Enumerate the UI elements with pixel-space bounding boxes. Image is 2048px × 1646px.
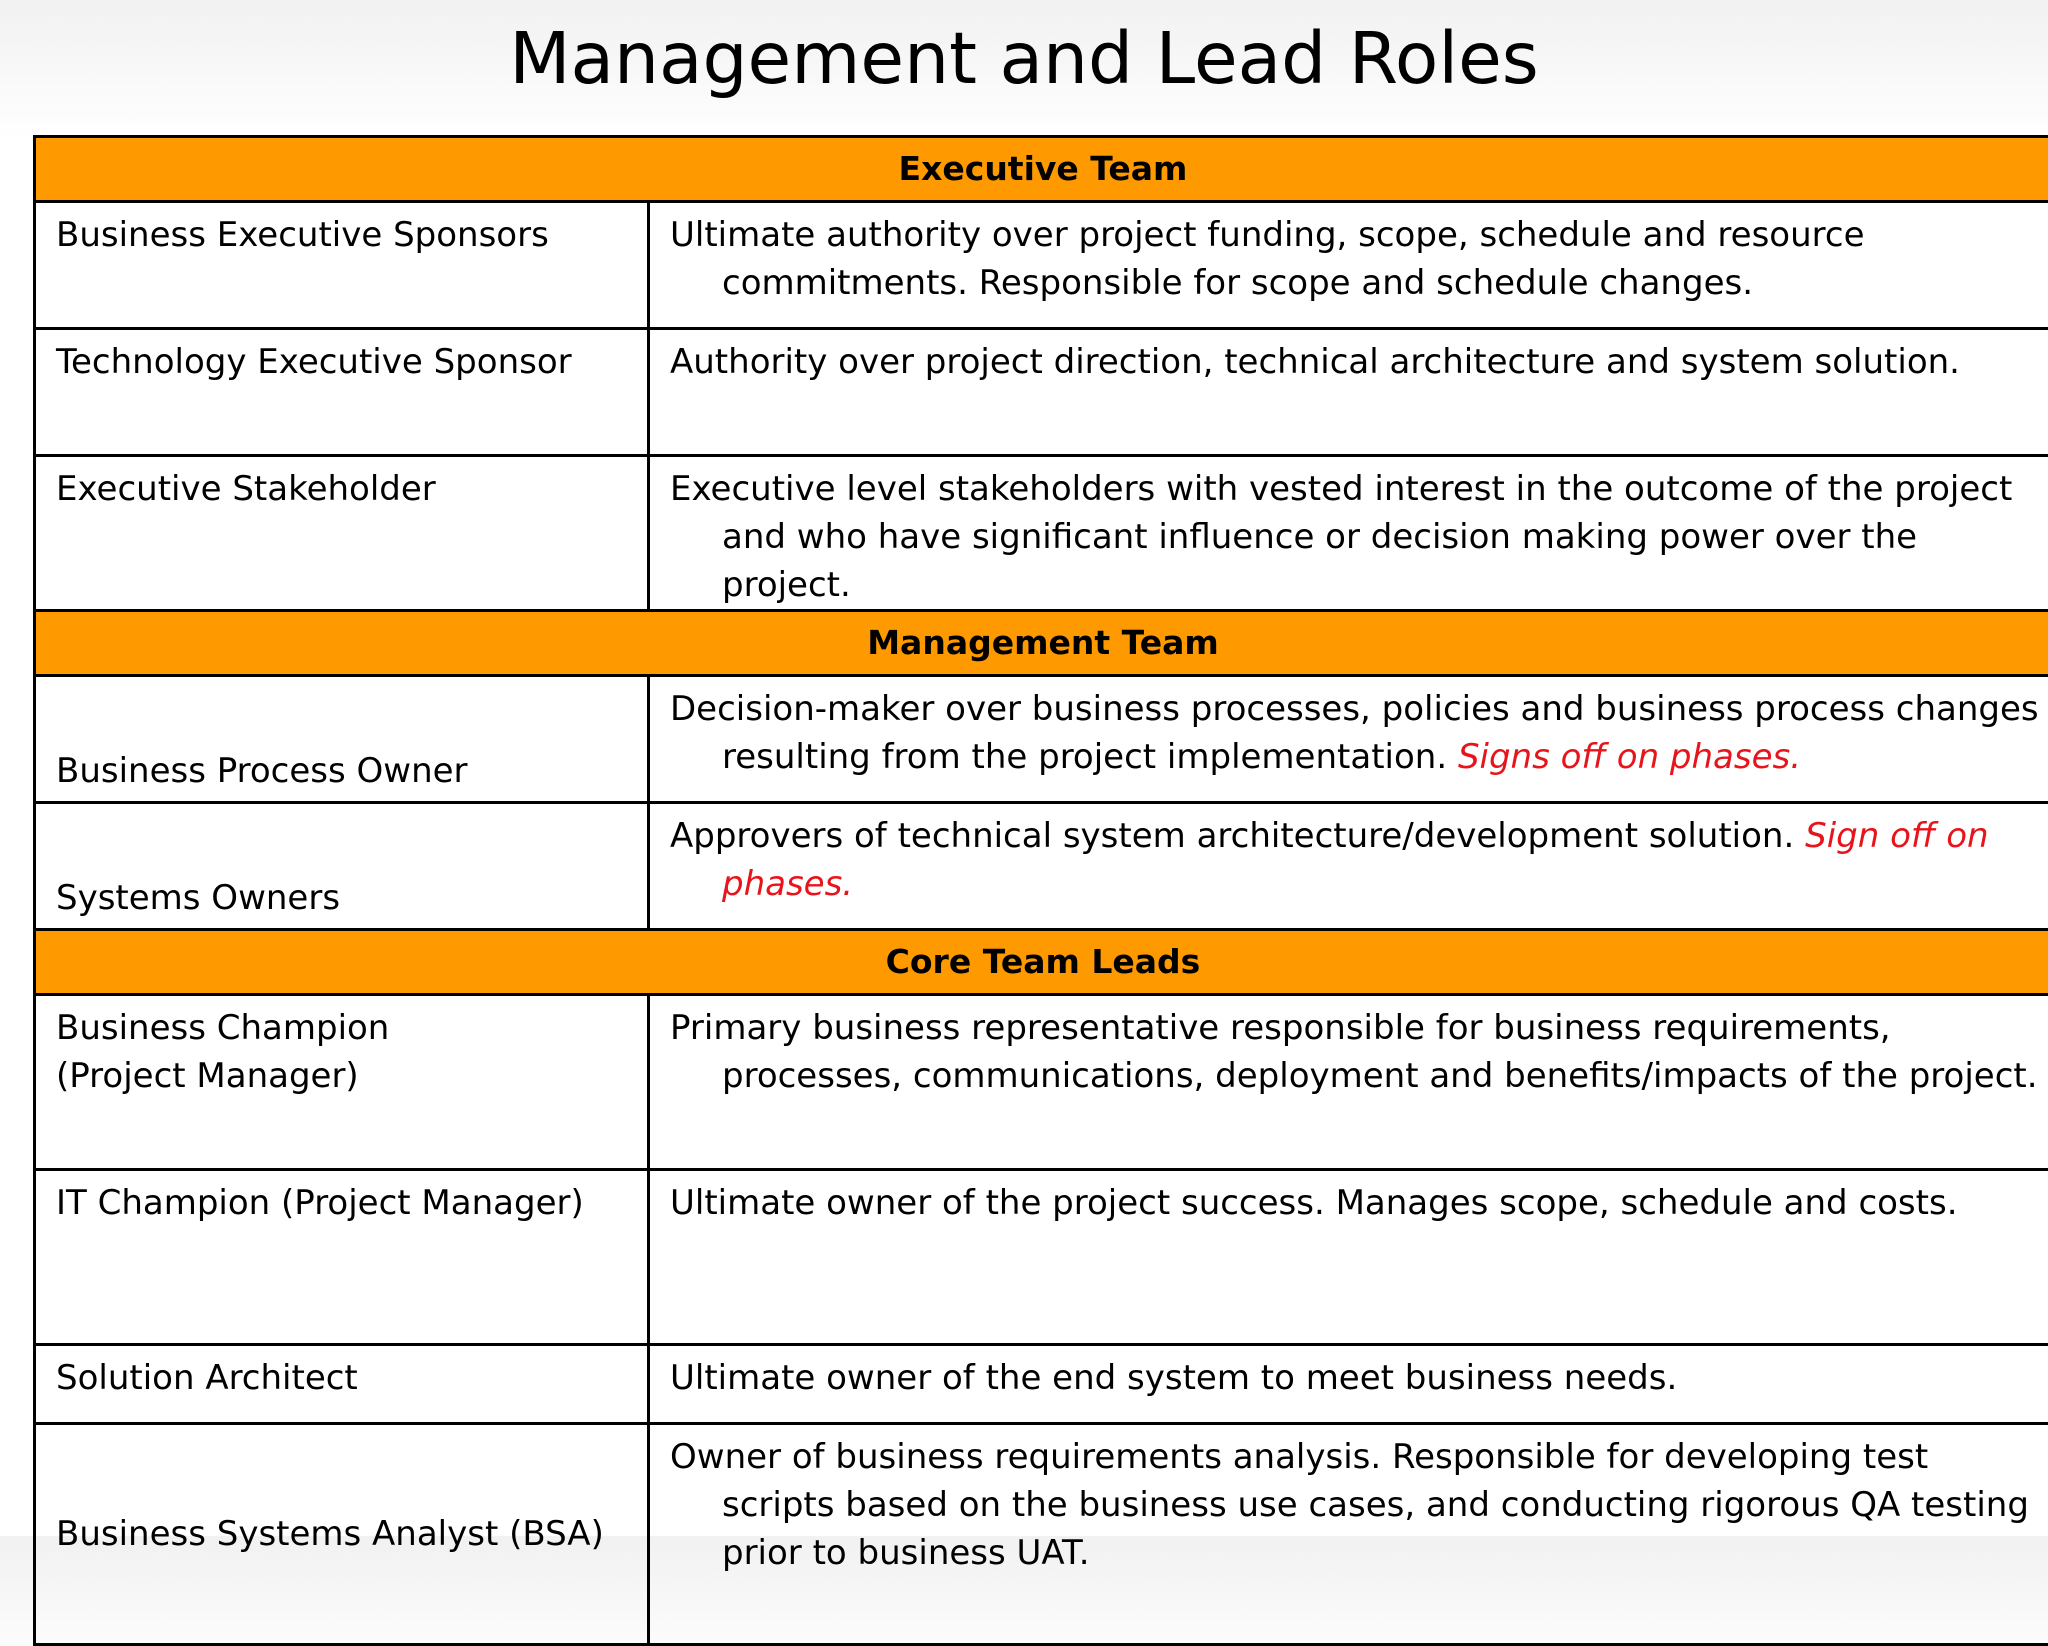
role-description <box>670 685 2040 781</box>
role-cell <box>35 1424 649 1645</box>
role-description <box>670 211 2040 307</box>
role-description <box>670 1354 2040 1402</box>
description-text: Owner of business requirements analysis. Responsible for developing test scripts based on the business use cases, and conducting rigorous QA testing prior to business UAT. <box>670 1437 2029 1573</box>
role-name: Business Process Owner <box>56 751 468 791</box>
description-cell <box>649 1170 2048 1345</box>
description-text: Executive level stakeholders with vested interest in the outcome of the project and who have significant influence or decision making power over the project. <box>670 469 2012 605</box>
roles-table <box>33 135 2048 1646</box>
role-name: IT Champion (Project Manager) <box>56 1183 584 1223</box>
table-row <box>35 329 2048 456</box>
table-row <box>35 676 2048 803</box>
role-cell <box>35 995 649 1170</box>
description-cell <box>649 329 2048 456</box>
role-cell <box>35 202 649 329</box>
role-cell <box>35 329 649 456</box>
role-description <box>670 1179 2040 1227</box>
section-heading-executive-team <box>35 137 2048 202</box>
role-name-qualifier: (Project Manager) <box>56 1052 635 1100</box>
role-cell <box>35 803 649 930</box>
description-text: Ultimate authority over project funding, scope, schedule and resource commitments. Responsible for scope and schedule changes. <box>670 215 1864 303</box>
section-heading-label: Core Team Leads <box>886 931 1201 993</box>
description-cell <box>649 202 2048 329</box>
section-header-row <box>35 137 2048 202</box>
description-cell <box>649 803 2048 930</box>
role-cell <box>35 456 649 611</box>
table-row <box>35 1170 2048 1345</box>
section-heading-label: Management Team <box>867 612 1219 674</box>
description-text: Ultimate owner of the project success. Manages scope, schedule and costs. <box>670 1183 1958 1223</box>
description-text: Approvers of technical system architecture/development solution. <box>670 816 1805 856</box>
role-description <box>670 338 2040 386</box>
role-name: Business Executive Sponsors <box>56 215 549 255</box>
description-cell <box>649 1345 2048 1424</box>
role-description <box>670 1433 2040 1577</box>
table-row <box>35 803 2048 930</box>
role-name: Solution Architect <box>56 1358 358 1398</box>
role-name: Business Systems Analyst (BSA) <box>56 1514 604 1554</box>
table-row <box>35 995 2048 1170</box>
section-heading-core-team-leads <box>35 930 2048 995</box>
role-cell <box>35 1345 649 1424</box>
description-cell <box>649 995 2048 1170</box>
table-row <box>35 456 2048 611</box>
signoff-note: Signs off on phases. <box>1458 737 1801 777</box>
description-cell <box>649 676 2048 803</box>
role-description <box>670 812 2040 908</box>
role-description <box>670 465 2040 609</box>
description-text: Authority over project direction, technical architecture and system solution. <box>670 342 1960 382</box>
section-heading-management-team <box>35 611 2048 676</box>
table-row <box>35 1424 2048 1645</box>
role-name: Systems Owners <box>56 878 340 918</box>
signoff-note: Sign off on phases. <box>722 816 1989 904</box>
role-cell <box>35 676 649 803</box>
table-row <box>35 1345 2048 1424</box>
section-heading-label: Executive Team <box>899 138 1188 200</box>
role-name: Business Champion <box>56 1004 635 1052</box>
section-header-row <box>35 611 2048 676</box>
slide-title: Management and Lead Roles <box>0 14 2048 104</box>
description-cell <box>649 456 2048 611</box>
role-description <box>670 1004 2040 1100</box>
description-cell <box>649 1424 2048 1645</box>
role-cell <box>35 1170 649 1345</box>
table-row <box>35 202 2048 329</box>
description-text: Primary business representative responsible for business requirements, processes, communications, deployment and benefits/impacts of the project. <box>670 1008 2038 1096</box>
role-name: Technology Executive Sponsor <box>56 342 572 382</box>
description-text: Decision-maker over business processes, policies and business process changes resulting from the project implementation. <box>670 689 2039 777</box>
description-text: Ultimate owner of the end system to meet business needs. <box>670 1358 1677 1398</box>
section-header-row <box>35 930 2048 995</box>
role-name: Executive Stakeholder <box>56 469 436 509</box>
